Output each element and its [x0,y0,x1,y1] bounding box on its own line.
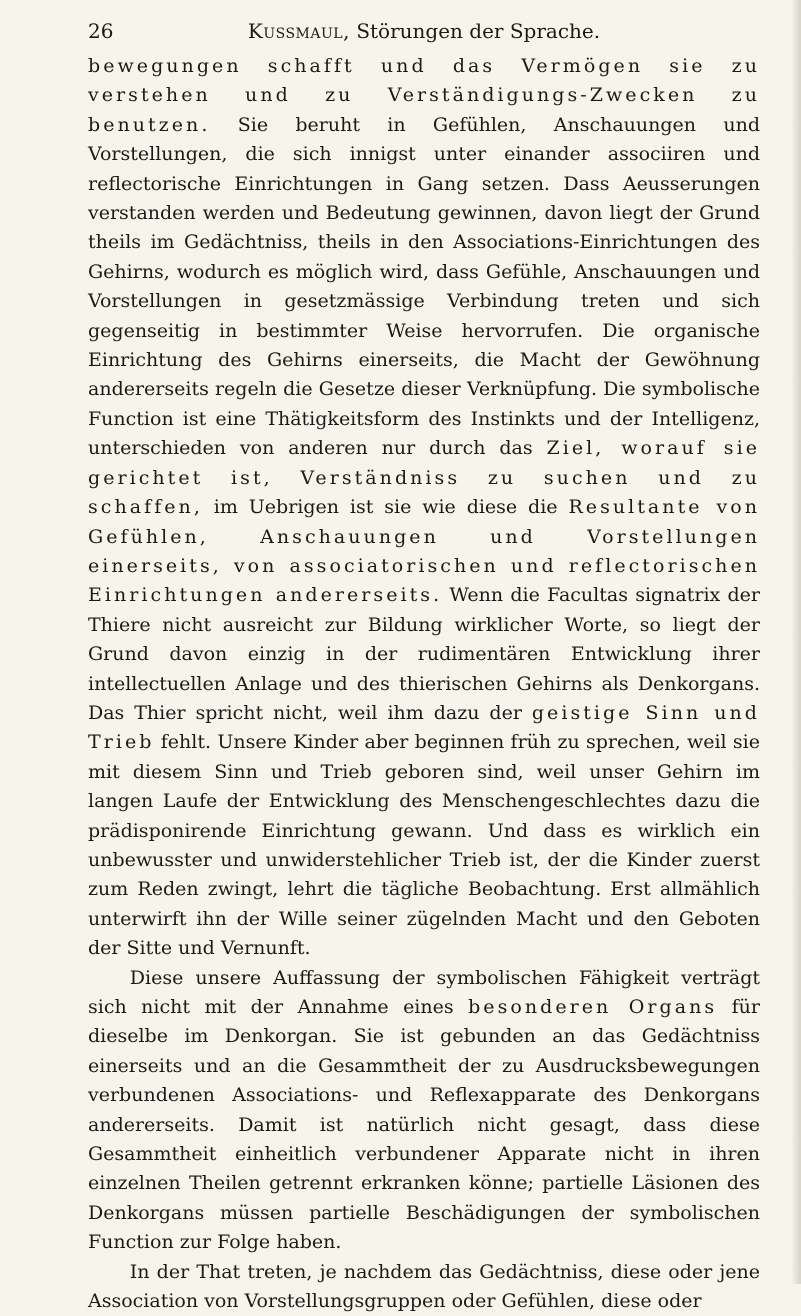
page-number: 26 [88,19,114,43]
paragraph [88,964,760,1258]
emphasized-text: bewegungen schafft und das Vermögen sie zu verstehen und zu Verständigungs-Zwecken zu benutzen. [88,55,760,136]
text-run: im Uebrigen ist sie wie diese die [202,496,569,519]
header-book-title: Störungen der Sprache. [356,19,601,43]
running-head [88,16,760,46]
header-author: Kussmaul, [247,19,350,43]
header-title [88,16,760,46]
emphasized-text: geistige Sinn und Trieb [88,701,760,754]
page-edge-shadow [791,0,801,1284]
body-text [88,52,760,1316]
text-run: fehlt. Unsere Kinder aber beginnen früh zu sprechen, weil sie mit diesem Sinn und Trieb geboren sind, weil unser Gehirn im langen Laufe der Entwicklung des Menschengeschlechtes dazu die prädisponirende Einrichtung gewann. Und dass es wirklich ein unbewusster und unwiderstehlicher Trieb ist, der die Kinder zuerst zum Reden zwingt, lehrt die tägliche Beobachtung. Erst allmählich unterwirft ihn der Wille seiner zügelnden Macht und den Geboten der Sitte und Vernunft. [88,731,760,960]
paragraph [88,1258,760,1316]
text-run: Sie beruht in Gefühlen, Anschauungen und Vorstellungen, die sich innigst unter einander associiren und reflectorische Einrichtungen in Gang setzen. Dass Aeusserungen verstanden werden und Bedeutung gewinnen, davon liegt der Grund theils im Gedächtniss, theils in den Associations-Einrichtungen des Gehirns, wodurch es möglich wird, dass Gefühle, Anschauungen und Vorstellungen in gesetzmässige Verbindung treten und sich gegenseitig in bestimmter Weise hervorrufen. Die organische Einrichtung des Gehirns einerseits, die Macht der Gewöhnung andererseits regeln die Gesetze dieser Verknüpfung. Die symbolische Function ist eine Thätigkeitsform des Instinkts und der Intelligenz, unterschieden von anderen nur durch das [88,113,760,460]
emphasized-text: besonderen Organs [468,996,718,1018]
emphasized-text: Resultante von Gefühlen, Anschauungen und Vorstellungen einerseits, von associatorischen und reflectorischen Einrichtungen andererseits. [88,496,760,607]
text-run: Diese unsere Auffassung der symbolischen Fähigkeit verträgt sich nicht mit der Annahme eines [88,966,760,1018]
emphasized-text: Ziel, worauf sie gerichtet ist, Verständniss zu suchen und zu schaffen, [88,437,760,519]
text-run: In der That treten, je nachdem das Gedächtniss, diese oder jene Association von Vorstellungsgruppen oder Gefühlen, diese oder [88,1260,760,1313]
text-run: für dieselbe im Denkorgan. Sie ist gebunden an das Gedächtniss einerseits und an die Gesammtheit der zu Ausdrucksbewegungen verbundenen Associations- und Reflexapparate des Denkorgans andererseits. Damit ist natürlich nicht gesagt, dass diese Gesammtheit einheitlich verbundener Apparate nicht in ihren einzelnen Theilen getrennt erkranken könne; partielle Läsionen des Denkorgans müssen partielle Beschädigungen der symbolischen Function zur Folge haben. [88,996,760,1254]
book-page [88,16,760,1316]
text-run: Wenn die Facultas signatrix der Thiere nicht ausreicht zur Bildung wirklicher Worte, so liegt der Grund davon einzig in der rudimentären Entwicklung ihrer intellectuellen Anlage und des thierischen Gehirns als Denkorgans. Das Thier spricht nicht, weil ihm dazu der [88,584,760,724]
paragraph [88,52,760,964]
